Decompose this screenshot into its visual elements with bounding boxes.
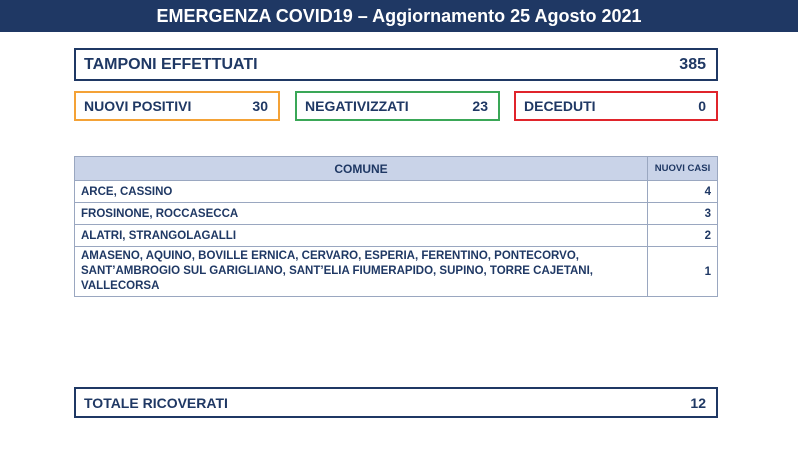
table-header-row — [75, 157, 718, 181]
tamponi-value: 385 — [679, 55, 706, 73]
tamponi-box — [74, 48, 718, 81]
totale-ricoverati-value: 12 — [690, 394, 706, 411]
casi-cell: 2 — [648, 225, 718, 247]
negativizzati-box — [295, 91, 500, 121]
nuovi-positivi-label: NUOVI POSITIVI — [84, 98, 192, 114]
casi-cell: 4 — [648, 181, 718, 203]
nuovi-positivi-box — [74, 91, 280, 121]
table-row — [75, 247, 718, 297]
negativizzati-label: NEGATIVIZZATI — [305, 98, 409, 114]
comune-cell: ALATRI, STRANGOLAGALLI — [75, 225, 648, 247]
deceduti-label: DECEDUTI — [524, 98, 596, 114]
totale-ricoverati-label: TOTALE RICOVERATI — [84, 394, 228, 411]
column-header-nuovi-casi: NUOVI CASI — [648, 157, 718, 181]
nuovi-positivi-value: 30 — [252, 98, 268, 114]
page-title: EMERGENZA COVID19 – Aggiornamento 25 Agosto 2021 — [0, 0, 798, 32]
deceduti-value: 0 — [698, 98, 706, 114]
table-row — [75, 181, 718, 203]
comuni-table — [74, 156, 718, 297]
column-header-comune: COMUNE — [75, 157, 648, 181]
table-row — [75, 203, 718, 225]
table-row — [75, 225, 718, 247]
casi-cell: 3 — [648, 203, 718, 225]
tamponi-label: TAMPONI EFFETTUATI — [84, 55, 258, 73]
casi-cell: 1 — [648, 247, 718, 297]
deceduti-box — [514, 91, 718, 121]
negativizzati-value: 23 — [472, 98, 488, 114]
totale-ricoverati-box — [74, 387, 718, 418]
comune-cell: FROSINONE, ROCCASECCA — [75, 203, 648, 225]
comune-cell: ARCE, CASSINO — [75, 181, 648, 203]
comune-cell: AMASENO, AQUINO, BOVILLE ERNICA, CERVARO, ESPERIA, FERENTINO, PONTECORVO, SANT’AMBROGIO SUL GARIGLIANO, SANT’ELIA FIUMERAPIDO, SUPINO, TORRE CAJETANI, VALLECORSA — [75, 247, 648, 297]
